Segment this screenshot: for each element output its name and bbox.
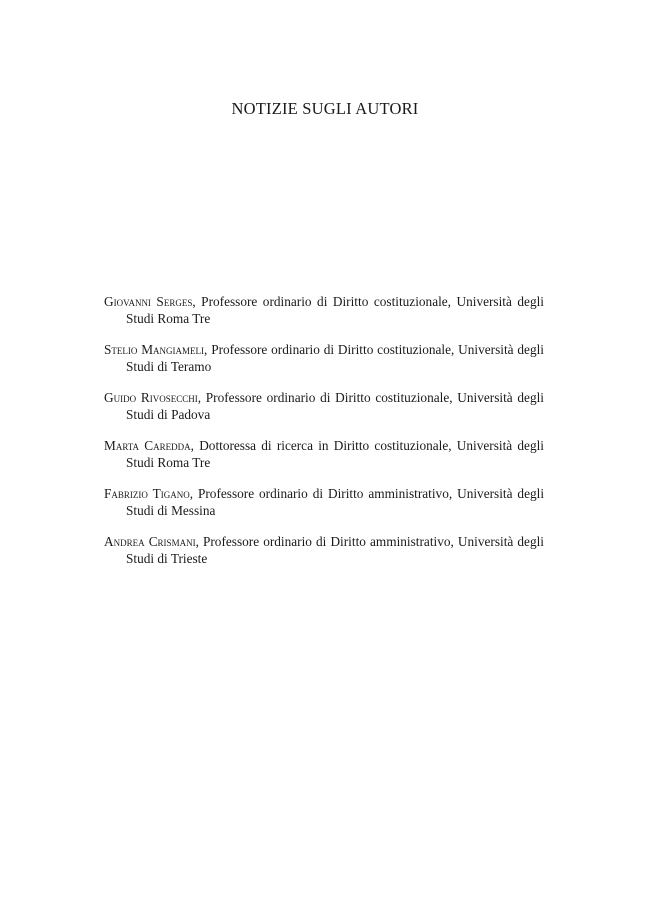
author-description: Professore ordinario di Diritto costituzionale, Università degli Studi di Teramo: [126, 342, 544, 374]
author-name: Guido Rivosecchi: [104, 390, 198, 405]
page-title: NOTIZIE SUGLI AUTORI: [231, 99, 419, 118]
author-entry: Marta Caredda, Dottoressa di ricerca in Diritto costituzionale, Università degli Studi Roma Tre: [104, 438, 544, 470]
author-name: Fabrizio Tigano: [104, 486, 190, 501]
author-description: Professore ordinario di Diritto amministrativo, Università degli Studi di Trieste: [126, 534, 544, 566]
author-entry: Andrea Crismani, Professore ordinario di Diritto amministrativo, Università degli Studi di Trieste: [104, 534, 544, 566]
author-entry: Giovanni Serges, Professore ordinario di Diritto costituzionale, Università degli Studi Roma Tre: [104, 294, 544, 326]
author-description: Professore ordinario di Diritto amministrativo, Università degli Studi di Messina: [126, 486, 545, 518]
author-entry: Guido Rivosecchi, Professore ordinario di Diritto costituzionale, Università degli Studi di Padova: [104, 390, 544, 422]
author-description: Dottoressa di ricerca in Diritto costituzionale, Università degli Studi Roma Tre: [126, 438, 544, 470]
author-name: Giovanni Serges: [104, 294, 193, 309]
author-description: Professore ordinario di Diritto costituzionale, Università degli Studi di Padova: [126, 390, 544, 422]
author-name: Stelio Mangiameli: [104, 342, 205, 357]
author-entry: Fabrizio Tigano, Professore ordinario di Diritto amministrativo, Università degli Studi di Messina: [104, 486, 545, 518]
author-name: Marta Caredda: [104, 438, 191, 453]
author-entry: Stelio Mangiameli, Professore ordinario di Diritto costituzionale, Università degli Studi di Teramo: [104, 342, 544, 374]
author-list: [104, 293, 544, 581]
author-name: Andrea Crismani: [104, 534, 196, 549]
author-description: Professore ordinario di Diritto costituzionale, Università degli Studi Roma Tre: [126, 294, 544, 326]
